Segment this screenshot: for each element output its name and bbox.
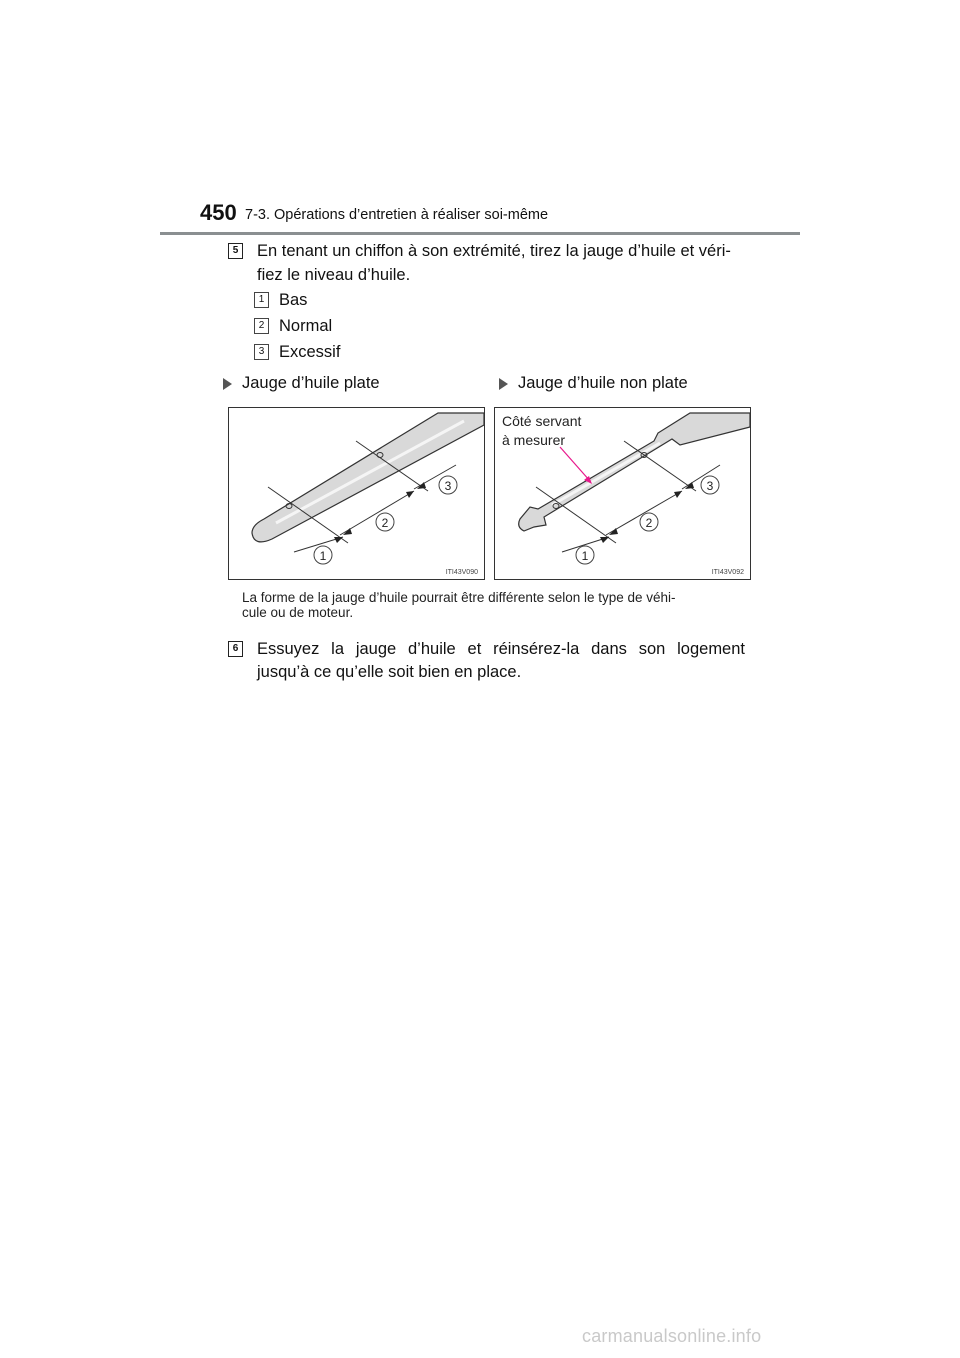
watermark: carmanualsonline.info [582, 1326, 762, 1346]
figure-code: ITI43V092 [711, 569, 744, 576]
note-line2: cule ou de moteur. [242, 605, 354, 620]
triangle-bullet-icon [499, 378, 508, 390]
figure-title-flat: Jauge d’huile plate [242, 374, 380, 392]
callout-1: 1 [319, 549, 327, 563]
step-number-6: 6 [228, 641, 243, 657]
callout-2: 2 [645, 516, 653, 530]
callout-1: 1 [581, 549, 589, 563]
annotation-line2: à mesurer [502, 432, 566, 448]
callout-3: 3 [444, 479, 452, 493]
note-line1: La forme de la jauge d’huile pourrait être différente selon le type de véhi- [242, 590, 676, 605]
level-number-1: 1 [254, 292, 269, 308]
triangle-bullet-icon [223, 378, 232, 390]
level-label-bas: Bas [279, 291, 308, 309]
figure-non-flat-dipstick [494, 407, 751, 580]
step-5-text-line1: En tenant un chiffon à son extrémité, tirez la jauge d’huile et véri- [257, 242, 731, 260]
figure-flat-dipstick [228, 407, 485, 580]
step-6-text-line2: jusqu’à ce qu’elle soit bien en place. [257, 663, 522, 681]
section-title: 7-3. Opérations d’entretien à réaliser soi-même [245, 207, 549, 223]
step-number-5: 5 [228, 243, 243, 259]
step-5-text-line2: fiez le niveau d’huile. [257, 266, 411, 284]
callout-2: 2 [381, 516, 389, 530]
level-label-normal: Normal [279, 317, 333, 335]
step-6-text-line1: Essuyez la jauge d’huile et réinsérez-la dans son logement [257, 640, 745, 658]
figure-title-non-flat: Jauge d’huile non plate [518, 374, 688, 392]
callout-3: 3 [706, 479, 714, 493]
figure-code: ITI43V090 [445, 569, 478, 576]
annotation-line1: Côté servant [502, 413, 582, 429]
level-number-2: 2 [254, 318, 269, 334]
page-number: 450 [200, 200, 237, 225]
level-number-3: 3 [254, 344, 269, 360]
header-rule [160, 232, 800, 235]
level-label-excessif: Excessif [279, 343, 341, 361]
